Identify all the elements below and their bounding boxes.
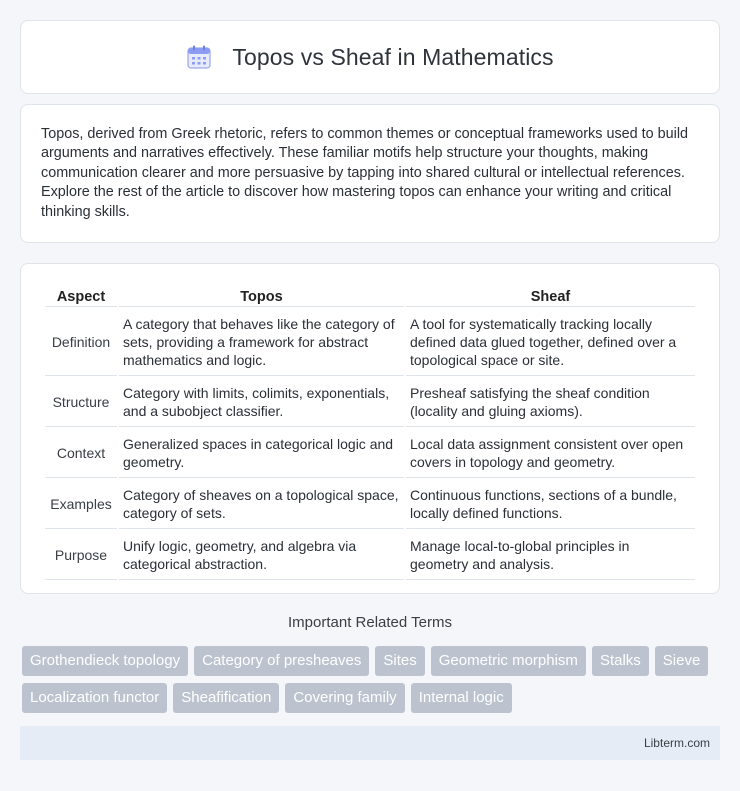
tag-stalks[interactable]: Stalks xyxy=(592,646,649,676)
title-card xyxy=(20,20,720,94)
tag-geometric-morphism[interactable]: Geometric morphism xyxy=(431,646,586,676)
tag-internal-logic[interactable]: Internal logic xyxy=(411,683,512,713)
footer-site-link[interactable]: Libterm.com xyxy=(643,736,710,750)
tag-sieve[interactable]: Sieve xyxy=(655,646,709,676)
table-row xyxy=(45,378,695,427)
table-row xyxy=(45,429,695,478)
tag-grothendieck-topology[interactable]: Grothendieck topology xyxy=(22,646,188,676)
sheaf-cell: A tool for systematically tracking locally defined data glued together, defined over a topological space or site. xyxy=(406,309,695,376)
aspect-cell: Context xyxy=(45,429,117,478)
tag-sheafification[interactable]: Sheafification xyxy=(173,683,279,713)
sheaf-cell: Presheaf satisfying the sheaf condition (locality and gluing axioms). xyxy=(406,378,695,427)
sheaf-cell: Manage local-to-global principles in geometry and analysis. xyxy=(406,531,695,580)
intro-card xyxy=(20,104,720,243)
tag-category-of-presheaves[interactable]: Category of presheaves xyxy=(194,646,369,676)
topos-cell: Unify logic, geometry, and algebra via categorical abstraction. xyxy=(119,531,404,580)
table-row xyxy=(45,309,695,376)
tag-localization-functor[interactable]: Localization functor xyxy=(22,683,167,713)
intro-text: Topos, derived from Greek rhetoric, refers to common themes or conceptual frameworks used to build arguments and narratives effectively. These familiar motifs help structure your thoughts, making communication clearer and more persuasive by tapping into shared cultural or intellectual references. Explore the rest of the article to discover how mastering topos can enhance your writing and critical thinking skills. xyxy=(41,126,689,220)
table-row xyxy=(45,480,695,529)
topos-cell: Category with limits, colimits, exponentials, and a subobject classifier. xyxy=(119,378,404,427)
comparison-table-card xyxy=(20,263,720,594)
topos-cell: Category of sheaves on a topological space, category of sets. xyxy=(119,480,404,529)
aspect-cell: Purpose xyxy=(45,531,117,580)
sheaf-cell: Continuous functions, sections of a bundle, locally defined functions. xyxy=(406,480,695,529)
header-aspect: Aspect xyxy=(45,288,117,307)
table-row xyxy=(45,531,695,580)
topos-cell: Generalized spaces in categorical logic and geometry. xyxy=(119,429,404,478)
sheaf-cell: Local data assignment consistent over open covers in topology and geometry. xyxy=(406,429,695,478)
topos-cell: A category that behaves like the category of sets, providing a framework for abstract mathematics and logic. xyxy=(119,309,404,376)
table-header-row xyxy=(45,288,695,307)
header-topos: Topos xyxy=(119,288,404,307)
tag-covering-family[interactable]: Covering family xyxy=(285,683,404,713)
related-terms-list xyxy=(22,646,722,713)
aspect-cell: Structure xyxy=(45,378,117,427)
page-title: Topos vs Sheaf in Mathematics xyxy=(232,43,554,70)
aspect-cell: Examples xyxy=(45,480,117,529)
footer xyxy=(20,726,720,760)
comparison-table xyxy=(43,286,697,582)
related-terms-title: Important Related Terms xyxy=(288,614,452,631)
aspect-cell: Definition xyxy=(45,309,117,376)
header-sheaf: Sheaf xyxy=(406,288,695,307)
calendar-icon xyxy=(186,44,212,70)
tag-sites[interactable]: Sites xyxy=(375,646,424,676)
